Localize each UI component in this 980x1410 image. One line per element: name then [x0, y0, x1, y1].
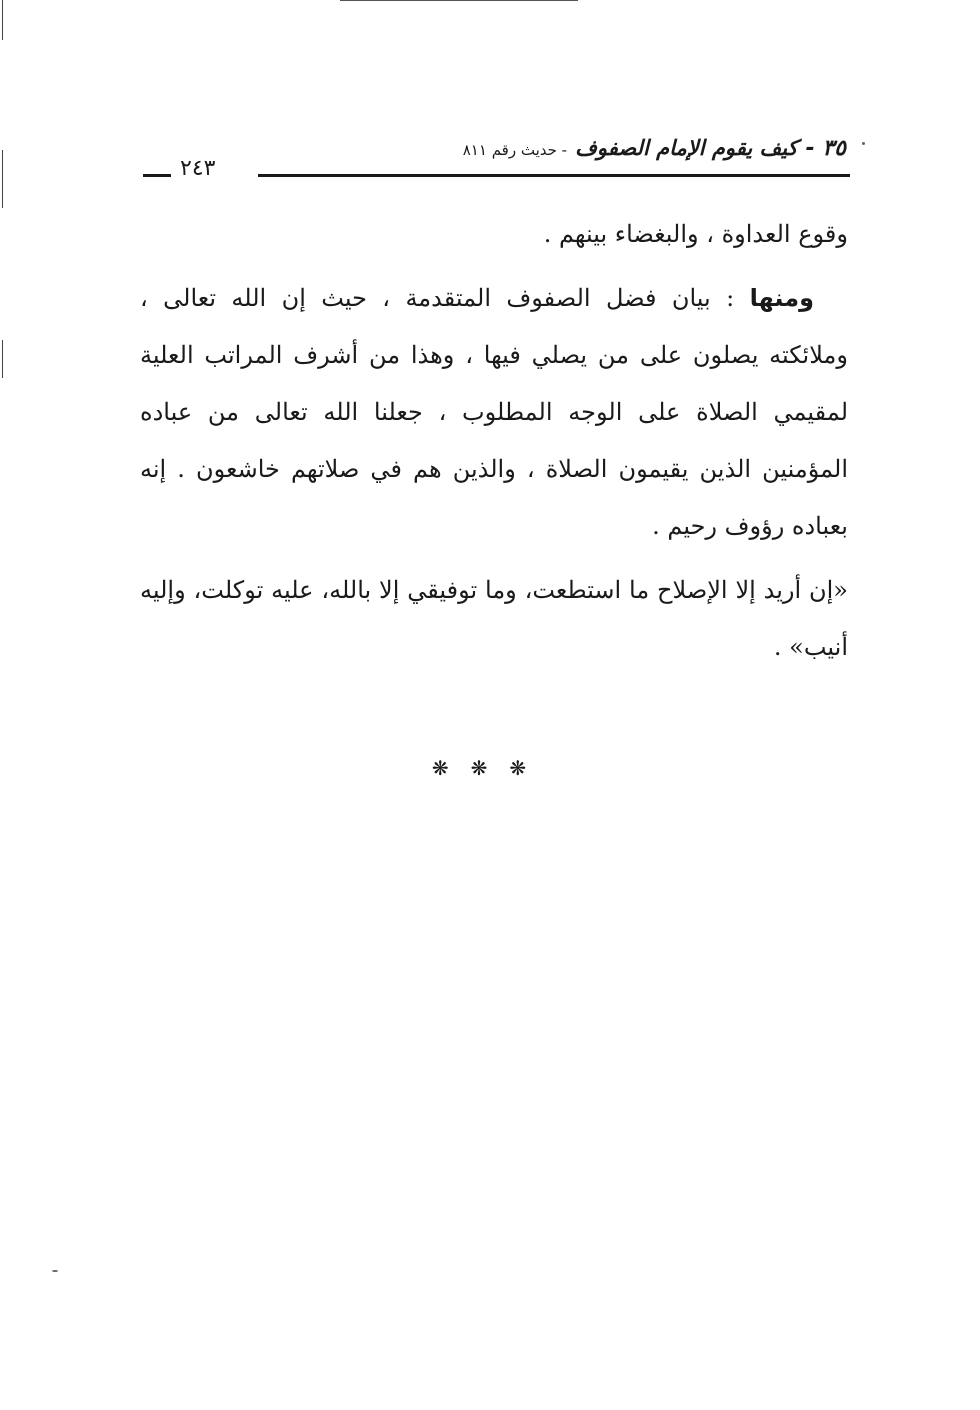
scan-speck	[52, 1270, 58, 1272]
section-divider: ❋❋❋	[431, 756, 549, 780]
running-header	[140, 132, 850, 182]
paragraph-3-text: «إن أريد إلا الإصلاح ما استطعت، وما توفيقي إلا بالله، عليه توكلت، وإليه أنيب» .	[140, 576, 848, 661]
paragraph-1	[140, 206, 848, 263]
body-text	[140, 206, 848, 683]
chapter-title: كيف يقوم الإمام الصفوف	[575, 136, 798, 160]
paragraph-2-text: : بيان فضل الصفوف المتقدمة ، حيث إن الله تعالى ، وملائكته يصلون على من يصلي فيها ، وهذا من أشرف المراتب العلية لمقيمي الصلاة على الوجه المطلوب ، جعلنا الله تعالى من عباده المؤمنين الذين يقيمون الصلاة ، والذين هم في صلاتهم خاشعون . إنه بعباده رؤوف رحيم .	[140, 284, 849, 540]
scan-margin-mark	[2, 150, 3, 208]
scan-margin-mark	[2, 0, 3, 40]
header-title-group	[463, 136, 846, 161]
paragraph-3-quote	[140, 562, 848, 676]
paragraph-2	[140, 270, 848, 555]
chapter-number: ٣٥ -	[805, 136, 846, 161]
paragraph-1-text: وقوع العداوة ، والبغضاء بينهم .	[543, 220, 848, 248]
page-number: ٢٤٣	[180, 156, 216, 181]
scan-margin-mark	[2, 340, 3, 378]
scan-speck	[862, 142, 865, 145]
scan-edge-line	[340, 0, 578, 1]
lead-word: ومنها	[749, 284, 814, 312]
hadith-reference: - حديث رقم ٨١١	[462, 141, 568, 159]
page-number-dash	[143, 174, 171, 177]
header-rule	[258, 174, 850, 177]
